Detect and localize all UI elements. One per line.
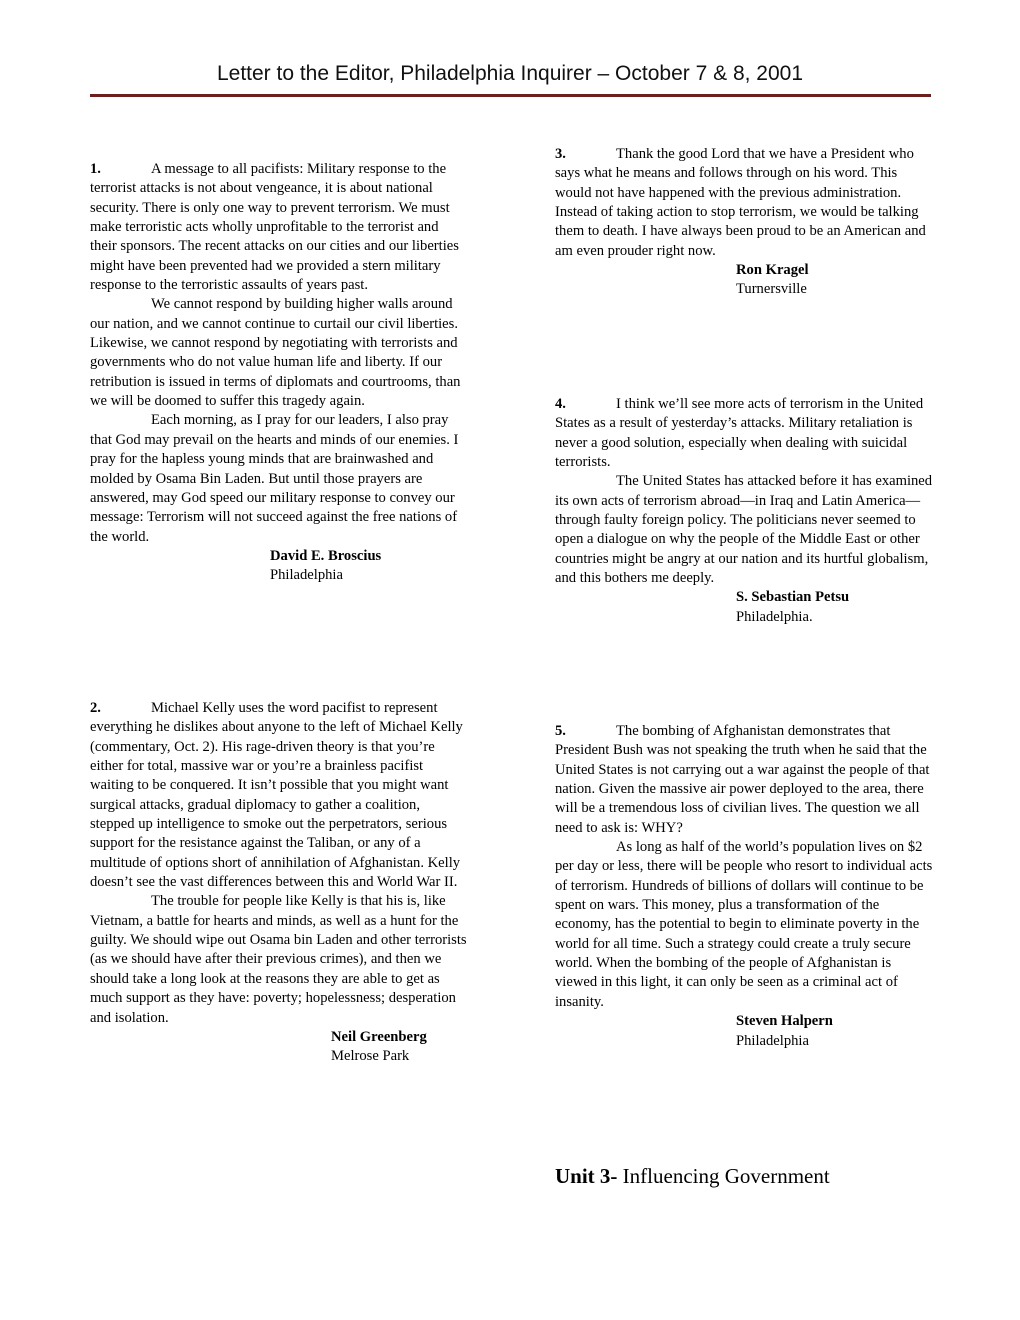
letter-5-paragraph-1	[555, 722, 933, 838]
page-title: Letter to the Editor, Philadelphia Inquirer – October 7 & 8, 2001	[216, 62, 804, 85]
letter-3-author: Ron Kragel	[736, 262, 809, 279]
unit-label: Unit 3-	[555, 1164, 618, 1188]
letter-2-paragraph-2: The trouble for people like Kelly is that his is, like Vietnam, a battle for hearts and minds, as well as a hunt for the guilty. We should wipe out Osama bin Laden and other terrorists (as we should have after their previous crimes), and then we should take a long look at the reasons they are able to get as much support as they have: poverty; hopelessness; desperation and isolation.	[90, 893, 467, 1026]
letter-1-paragraph-1	[90, 160, 468, 295]
letter-4-signature	[736, 588, 933, 627]
letter-3-paragraph-1	[555, 145, 933, 261]
letter-5-signature	[736, 1012, 933, 1051]
unit-title: Influencing Government	[622, 1164, 830, 1188]
letter-1-location: Philadelphia	[270, 567, 343, 584]
letter-1-paragraph-3: Each morning, as I pray for our leaders, I also pray that God may prevail on the hearts and minds of our enemies. I pray for the hapless young minds that are brainwashed and molded by Osama Bin Laden. But until those prayers are answered, may God speed our military response to convey our message: Terrorism will not succeed against the free nations of the world.	[90, 412, 459, 545]
letter-1-author: David E. Broscius	[270, 547, 382, 564]
letter-3-location: Turnersville	[736, 281, 807, 298]
letter-1-signature	[270, 547, 468, 586]
letter-3-text-1: Thank the good Lord that we have a President who says what he means and follows through on his word. This would not have happened with the previous administration. Instead of taking action to stop terrorism, we would be talking them to death. I have always been proud to be an American and am even prouder right now.	[555, 146, 926, 259]
letter-2-signature	[331, 1028, 468, 1067]
title-divider	[90, 94, 931, 97]
letter-5	[555, 722, 933, 1051]
letter-4-paragraph-2: The United States has attacked before it has examined its own acts of terrorism abroad—in Iraq and Latin America—through faulty foreign policy. The politicians never seemed to open a dialogue on why the people of the Middle East or other countries might be angry at our nation and its hurtful globalism, and this bothers me deeply.	[555, 473, 933, 587]
letter-2	[90, 699, 468, 1067]
letter-2-author: Neil Greenberg	[331, 1028, 427, 1045]
letter-3	[555, 145, 933, 300]
letter-5-text-1: The bombing of Afghanistan demonstrates that President Bush was not speaking the truth when he said that the United States is not carrying out a war against the people of that nation. Given the massive air power deployed to the area, there will be a tremendous loss of civilian lives. The question we all need to ask is: WHY?	[555, 723, 930, 836]
letter-2-paragraph-1	[90, 699, 468, 892]
letter-1-text-1: A message to all pacifists: Military response to the terrorist attacks is not about vengeance, it is about national security. There is only one way to prevent terrorism. We must make terroristic acts wholly unprofitable to the terrorist and their sponsors. The recent attacks on our cities and our liberties might have been prevented had we provided a stern military response to the terroristic assaults of years past.	[90, 161, 459, 294]
letter-4-paragraph-1	[555, 395, 933, 472]
letter-5-location: Philadelphia	[736, 1032, 809, 1049]
unit-heading	[555, 1164, 830, 1189]
letter-3-number: 3.	[555, 146, 566, 162]
letter-2-number: 2.	[90, 700, 101, 716]
letter-4-location: Philadelphia.	[736, 608, 813, 625]
letter-4	[555, 395, 933, 627]
letter-4-number: 4.	[555, 396, 566, 412]
letter-1-paragraph-2: We cannot respond by building higher walls around our nation, and we cannot continue to curtail our civil liberties. Likewise, we cannot respond by negotiating with terrorists and governments who do not value human life and liberty. If our retribution is issued in terms of diplomats and courtrooms, than we will be doomed to suffer this tragedy again.	[90, 296, 461, 410]
letter-4-author: S. Sebastian Petsu	[736, 589, 850, 606]
letter-3-signature	[736, 261, 933, 300]
letter-1-number: 1.	[90, 161, 101, 177]
letter-4-text-1: I think we’ll see more acts of terrorism in the United States as a result of yesterday’s attacks. Military retaliation is never a good solution, especially when dealing with suicidal terrorists.	[555, 396, 924, 471]
letter-5-number: 5.	[555, 723, 566, 739]
letter-1	[90, 160, 468, 586]
letter-5-author: Steven Halpern	[736, 1013, 833, 1030]
letter-2-text-1: Michael Kelly uses the word pacifist to represent everything he dislikes about anyone to the left of Michael Kelly (commentary, Oct. 2). His rage-driven theory is that you’re either for total, massive war or you’re a brainless pacifist waiting to be conquered. It isn’t possible that you might want surgical attacks, gradual diplomacy to gather a coalition, stepped up intelligence to smoke out the perpetrators, serious support for the resistance against the Taliban, or any of a multitude of options short of annihilation of Afghanistan. Kelly doesn’t see the vast differences between this and World War II.	[90, 700, 463, 891]
letter-5-paragraph-2: As long as half of the world’s population lives on $2 per day or less, there will be people who resort to individual acts of terrorism. Hundreds of billions of dollars will continue to be spent on wars. This money, plus a transformation of the economy, has the potential to begin to eliminate poverty in the world for all time. Such a strategy could create a truly secure world. When the bombing of the people of Afghanistan is viewed in this light, it can only be seen as a criminal act of insanity.	[555, 839, 933, 1010]
letter-2-location: Melrose Park	[331, 1048, 410, 1065]
